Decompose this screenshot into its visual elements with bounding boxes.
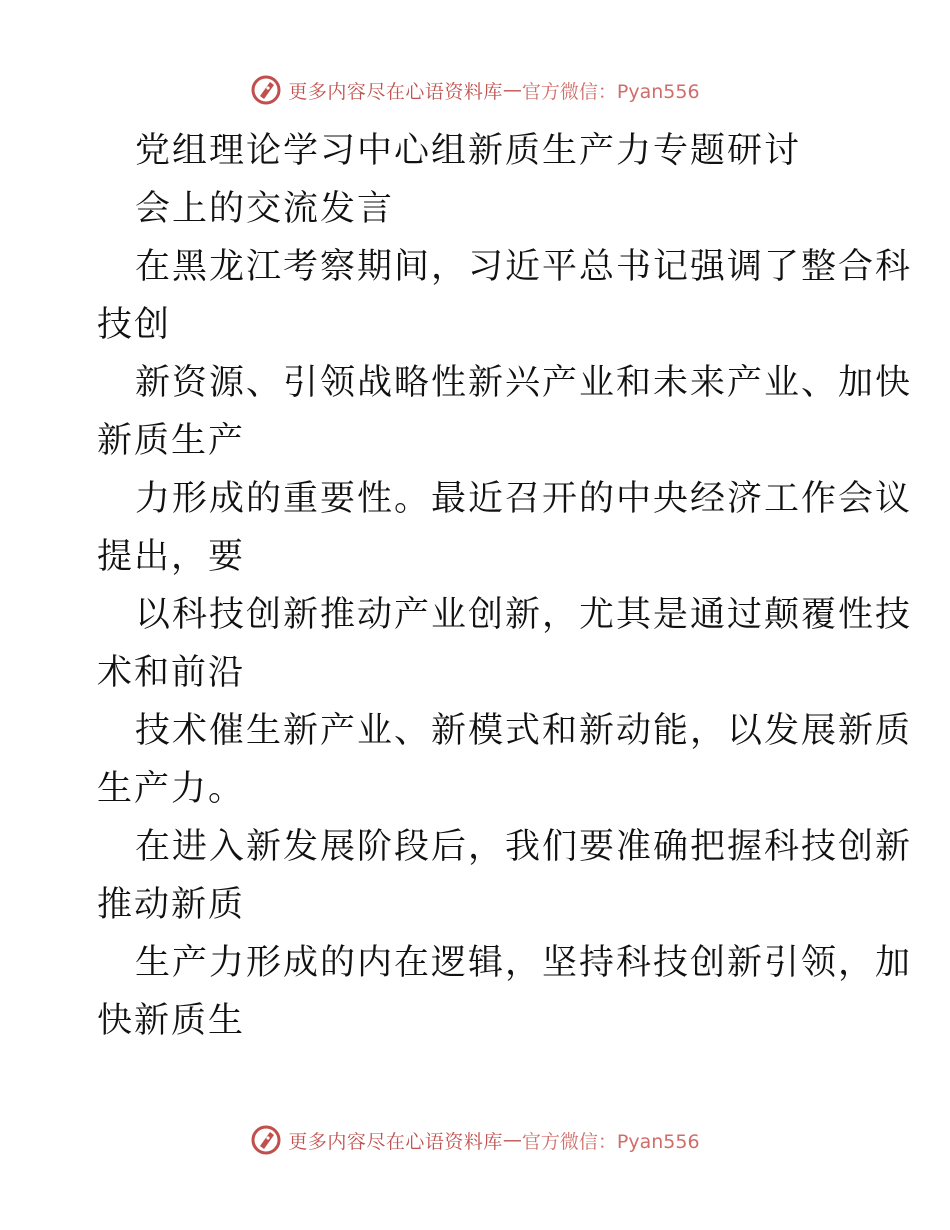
pen-nib-circle-icon [250, 74, 282, 106]
document-line: 在进入新发展阶段后，我们要准确把握科技创新 [135, 827, 913, 867]
document-line: 技术催生新产业、新模式和新动能，以发展新质 [135, 711, 913, 751]
watermark-separator: — [502, 1129, 522, 1151]
pen-nib-circle-icon [250, 1124, 282, 1156]
document-line: 新质生产 [97, 421, 246, 461]
watermark-separator: — [502, 79, 522, 101]
watermark-text: 更多内容尽在心语资料库 [288, 1130, 503, 1153]
document-line: 技创 [97, 305, 172, 345]
document-line: 会上的交流发言 [135, 189, 395, 229]
watermark-wechat: 官方微信：Pyan556 [521, 1130, 700, 1153]
document-line: 以科技创新推动产业创新，尤其是通过颠覆性技 [135, 595, 913, 635]
watermark-text: 更多内容尽在心语资料库 [288, 80, 503, 103]
document-line: 党组理论学习中心组新质生产力专题研讨 [135, 131, 802, 171]
header-watermark [0, 70, 950, 110]
document-line: 生产力形成的内在逻辑，坚持科技创新引领，加 [135, 943, 913, 983]
document-line: 力形成的重要性。最近召开的中央经济工作会议 [135, 479, 913, 519]
document-line: 新资源、引领战略性新兴产业和未来产业、加快 [135, 363, 913, 403]
document-line: 生产力。 [97, 769, 246, 809]
document-line: 快新质生 [97, 1001, 246, 1041]
document-line: 提出，要 [97, 537, 246, 577]
watermark-wechat: 官方微信：Pyan556 [521, 80, 700, 103]
document-body [97, 122, 913, 1050]
document-line: 术和前沿 [97, 653, 246, 693]
document-line: 推动新质 [97, 885, 246, 925]
footer-watermark [0, 1120, 950, 1160]
document-line: 在黑龙江考察期间，习近平总书记强调了整合科 [135, 247, 913, 287]
